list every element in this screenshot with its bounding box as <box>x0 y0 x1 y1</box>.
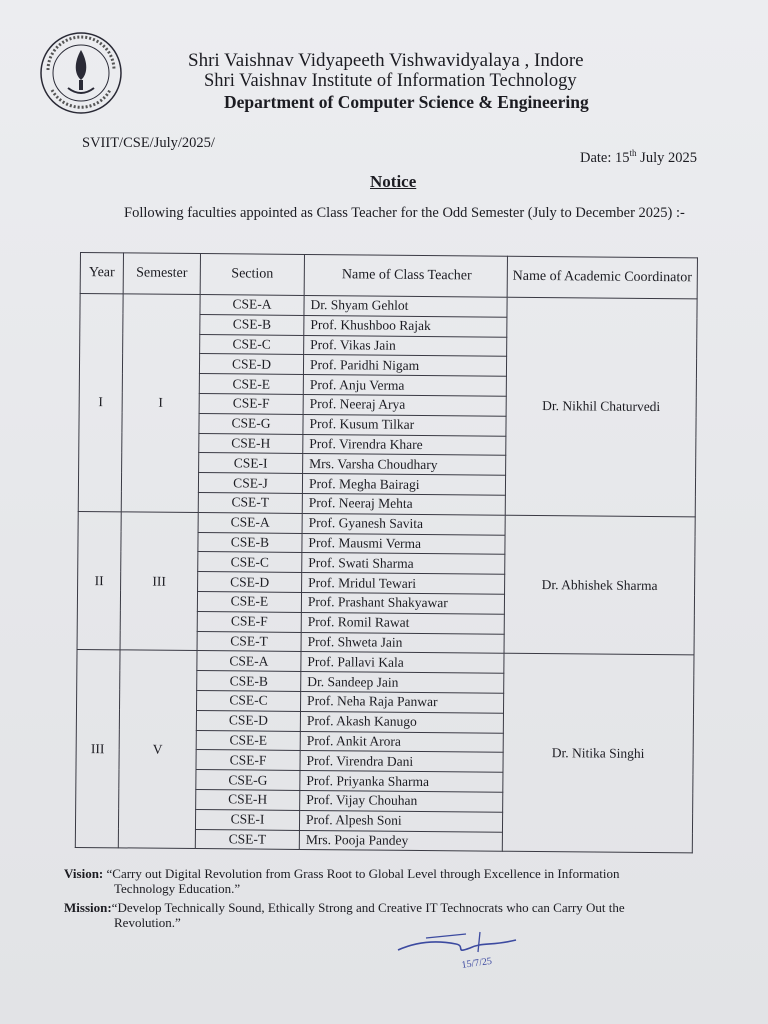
table-row <box>80 294 697 319</box>
section-cell: CSE-B <box>198 532 302 553</box>
class-teacher-cell: Prof. Alpesh Soni <box>299 810 502 832</box>
vision-statement <box>64 866 684 896</box>
academic-coordinator-cell: Dr. Nitika Singhi <box>502 654 694 854</box>
vision-text-line2: Technology Education.” <box>114 881 241 896</box>
section-cell: CSE-D <box>198 572 302 593</box>
class-teacher-cell: Prof. Paridhi Nigam <box>303 355 506 377</box>
section-cell: CSE-A <box>197 651 301 672</box>
class-teacher-cell: Prof. Neeraj Mehta <box>302 493 505 515</box>
academic-coordinator-cell: Dr. Nikhil Chaturvedi <box>505 297 697 516</box>
header-academic-coordinator: Name of Academic Coordinator <box>507 256 697 299</box>
mission-label: Mission: <box>64 900 112 915</box>
class-teacher-cell: Prof. Neeraj Arya <box>303 394 506 416</box>
class-teacher-cell: Prof. Romil Rawat <box>301 612 504 634</box>
section-cell: CSE-F <box>197 611 301 632</box>
vision-label: Vision: <box>64 866 104 881</box>
handwritten-signature <box>396 928 536 976</box>
vision-mission-block <box>64 866 684 934</box>
class-teacher-cell: Prof. Shweta Jain <box>301 632 504 654</box>
class-teacher-cell: Prof. Gyanesh Savita <box>302 513 505 535</box>
date-suffix: th <box>629 148 637 158</box>
section-cell: CSE-D <box>196 710 300 731</box>
academic-coordinator-cell: Dr. Abhishek Sharma <box>504 515 695 655</box>
section-cell: CSE-T <box>195 829 299 850</box>
section-cell: CSE-C <box>198 552 302 573</box>
mission-text-line1: “Develop Technically Sound, Ethically Strong and Creative IT Technocrats who can Carry Out the <box>111 900 625 915</box>
notice-date <box>580 148 697 167</box>
class-teacher-cell: Mrs. Varsha Choudhary <box>303 454 506 476</box>
section-cell: CSE-F <box>199 394 303 415</box>
class-teacher-cell: Prof. Ankit Arora <box>300 731 503 753</box>
letterhead <box>180 50 660 113</box>
class-teacher-cell: Prof. Mausmi Verma <box>302 533 505 555</box>
intro-paragraph: Following faculties appointed as Class Teacher for the Odd Semester (July to December 2025) :- <box>124 205 685 221</box>
semester-cell: V <box>118 650 197 849</box>
class-teacher-table <box>75 252 698 854</box>
date-prefix: Date: 15 <box>580 149 630 166</box>
section-cell: CSE-I <box>199 453 303 474</box>
date-rest: July 2025 <box>636 149 697 166</box>
class-teacher-cell: Prof. Vijay Chouhan <box>300 790 503 812</box>
department-name: Department of Computer Science & Engineering <box>224 92 589 112</box>
section-cell: CSE-B <box>200 314 304 335</box>
section-cell: CSE-G <box>196 770 300 791</box>
signature-date: 15/7/25 <box>460 955 493 971</box>
reference-number: SVIIT/CSE/July/2025/ <box>82 135 215 151</box>
section-cell: CSE-T <box>197 631 301 652</box>
vision-text-line1: “Carry out Digital Revolution from Grass Root to Global Level through Excellence in Information <box>103 866 620 881</box>
mission-text-line2: Revolution.” <box>114 915 181 930</box>
university-seal-logo <box>38 30 124 116</box>
header-section: Section <box>200 254 304 296</box>
class-teacher-cell: Prof. Priyanka Sharma <box>300 771 503 793</box>
class-teacher-cell: Prof. Virendra Khare <box>303 434 506 456</box>
notice-title: Notice <box>370 172 417 191</box>
section-cell: CSE-J <box>198 473 302 494</box>
section-cell: CSE-C <box>200 334 304 355</box>
institute-name: Shri Vaishnav Institute of Information Technology <box>204 71 577 91</box>
semester-cell: I <box>121 294 200 512</box>
section-cell: CSE-E <box>199 374 303 395</box>
class-teacher-cell: Prof. Anju Verma <box>303 375 506 397</box>
section-cell: CSE-G <box>199 413 303 434</box>
section-cell: CSE-A <box>198 512 302 533</box>
section-cell: CSE-E <box>197 591 301 612</box>
class-teacher-cell: Prof. Kusum Tilkar <box>303 414 506 436</box>
class-teacher-cell: Dr. Shyam Gehlot <box>304 295 507 317</box>
header-semester: Semester <box>123 253 200 295</box>
year-cell: I <box>78 294 123 512</box>
section-cell: CSE-I <box>195 809 299 830</box>
header-class-teacher: Name of Class Teacher <box>304 254 507 297</box>
table-row <box>78 511 695 536</box>
section-cell: CSE-B <box>197 671 301 692</box>
section-cell: CSE-H <box>199 433 303 454</box>
class-teacher-cell: Prof. Pallavi Kala <box>301 652 504 674</box>
class-teacher-cell: Prof. Vikas Jain <box>304 335 507 357</box>
class-teacher-cell: Prof. Virendra Dani <box>300 751 503 773</box>
section-cell: CSE-D <box>199 354 303 375</box>
table-body <box>75 294 697 854</box>
section-cell: CSE-T <box>198 493 302 514</box>
semester-cell: III <box>120 512 198 651</box>
header-year: Year <box>80 253 123 294</box>
class-teacher-cell: Prof. Neha Raja Panwar <box>301 691 504 713</box>
class-teacher-cell: Prof. Akash Kanugo <box>300 711 503 733</box>
section-cell: CSE-E <box>196 730 300 751</box>
university-name: Shri Vaishnav Vidyapeeth Vishwavidyalaya , Indore <box>188 50 584 71</box>
table-row <box>77 650 694 675</box>
mission-statement <box>64 900 684 930</box>
class-teacher-cell: Prof. Prashant Shakyawar <box>301 592 504 614</box>
class-teacher-cell: Prof. Swati Sharma <box>302 553 505 575</box>
table-header-row <box>80 253 697 299</box>
class-teacher-cell: Prof. Khushboo Rajak <box>304 315 507 337</box>
class-teacher-cell: Mrs. Pooja Pandey <box>299 830 502 852</box>
section-cell: CSE-A <box>200 295 304 316</box>
year-cell: III <box>75 650 120 848</box>
section-cell: CSE-F <box>196 750 300 771</box>
class-teacher-cell: Prof. Megha Bairagi <box>302 474 505 496</box>
year-cell: II <box>77 511 121 650</box>
class-teacher-cell: Prof. Mridul Tewari <box>302 573 505 595</box>
section-cell: CSE-C <box>197 690 301 711</box>
class-teacher-cell: Dr. Sandeep Jain <box>301 672 504 694</box>
section-cell: CSE-H <box>196 789 300 810</box>
